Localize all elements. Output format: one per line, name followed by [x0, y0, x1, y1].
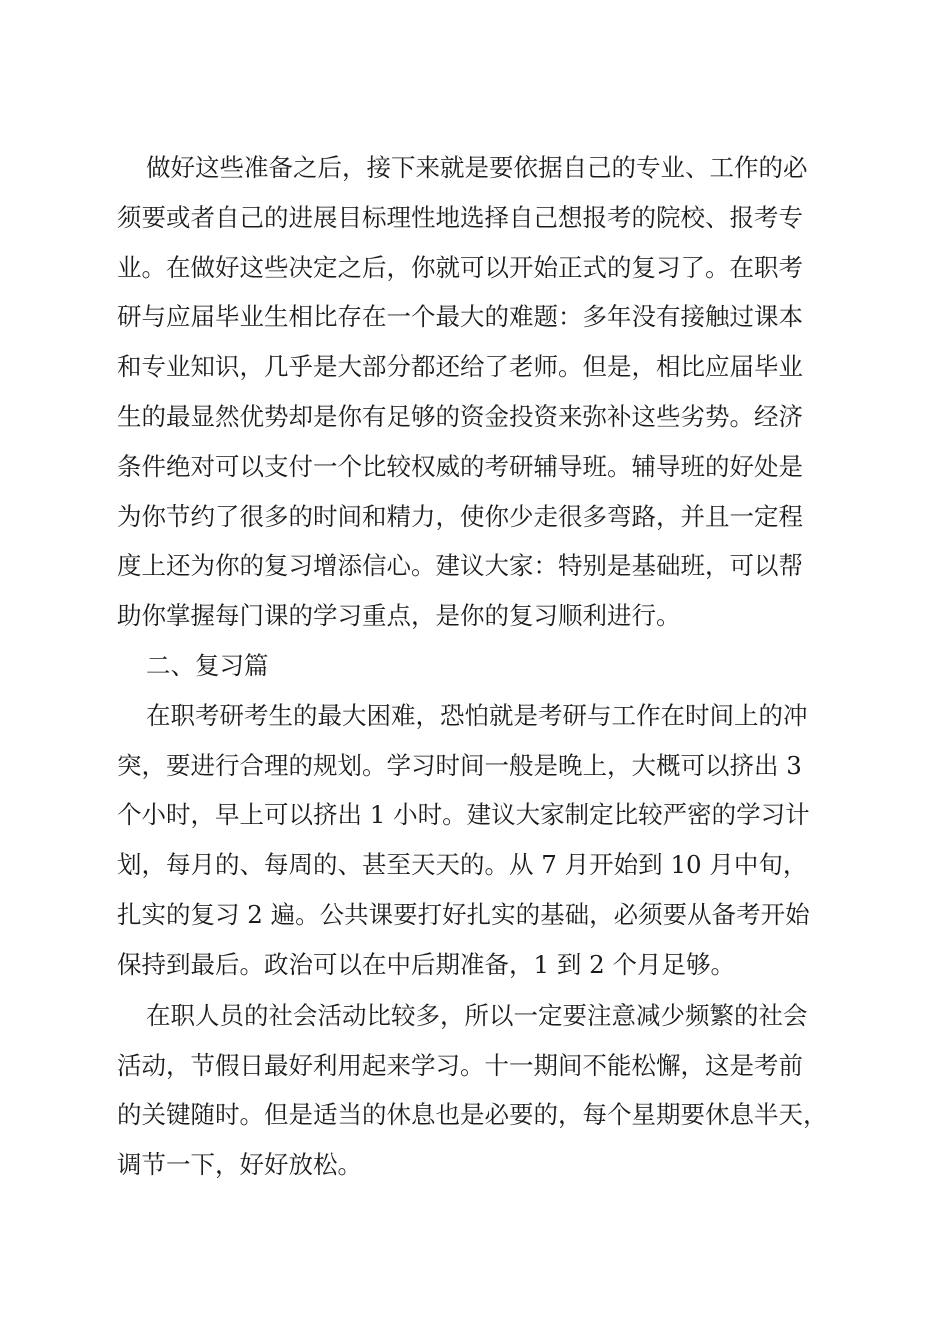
- section-heading: 二、复习篇: [146, 651, 269, 680]
- paragraph-1-line-8: 为你节约了很多的时间和精力，使你少走很多弯路，并且一定程: [117, 502, 803, 531]
- paragraph-1-line-9: 度上还为你的复习增添信心。建议大家：特别是基础班，可以帮: [117, 551, 803, 580]
- paragraph-3-line-1: 在职人员的社会活动比较多，所以一定要注意减少频繁的社会: [146, 1001, 808, 1030]
- paragraph-2-line-5: 扎实的复习 2 遍。公共课要打好扎实的基础，必须要从备考开始: [117, 900, 810, 929]
- paragraph-2-line-2: 突，要进行合理的规划。学习时间一般是晚上，大概可以挤出 3: [117, 751, 802, 780]
- paragraph-3-line-3: 的关键随时。但是适当的休息也是必要的，每个星期要休息半天，: [117, 1100, 828, 1129]
- paragraph-3-line-2: 活动，节假日最好利用起来学习。十一期间不能松懈，这是考前: [117, 1051, 803, 1080]
- paragraph-1-line-5: 和专业知识，几乎是大部分都还给了老师。但是，相比应届毕业: [117, 352, 803, 381]
- paragraph-1-line-4: 研与应届毕业生相比存在一个最大的难题：多年没有接触过课本: [117, 302, 803, 331]
- paragraph-2-line-1: 在职考研考生的最大困难，恐怕就是考研与工作在时间上的冲: [146, 701, 808, 730]
- paragraph-2-line-3: 个小时，早上可以挤出 1 小时。建议大家制定比较严密的学习计: [117, 800, 810, 829]
- paragraph-3-line-4: 调节一下，好好放松。: [117, 1150, 362, 1179]
- paragraph-2-line-4: 划，每月的、每周的、甚至天天的。从 7 月开始到 10 月中旬，: [117, 850, 808, 879]
- paragraph-1-line-7: 条件绝对可以支付一个比较权威的考研辅导班。辅导班的好处是: [117, 452, 803, 481]
- paragraph-1-line-6: 生的最显然优势却是你有足够的资金投资来弥补这些劣势。经济: [117, 402, 803, 431]
- paragraph-2-line-6: 保持到最后。政治可以在中后期准备，1 到 2 个月足够。: [117, 950, 736, 979]
- paragraph-1-line-3: 业。在做好这些决定之后，你就可以开始正式的复习了。在职考: [117, 253, 803, 282]
- paragraph-1-line-2: 须要或者自己的进展目标理性地选择自己想报考的院校、报考专: [117, 203, 803, 232]
- paragraph-1-line-1: 做好这些准备之后，接下来就是要依据自己的专业、工作的必: [146, 153, 808, 182]
- paragraph-1-line-10: 助你掌握每门课的学习重点，是你的复习顺利进行。: [117, 601, 681, 630]
